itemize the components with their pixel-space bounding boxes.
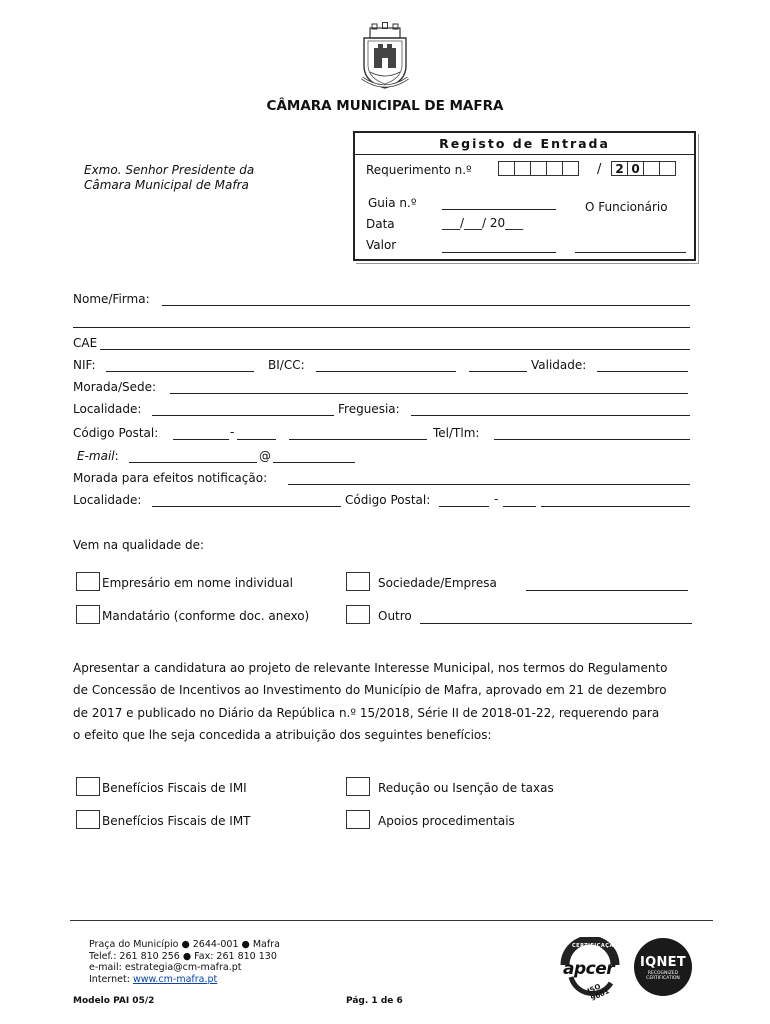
requerimento-label: Requerimento n.º	[366, 163, 472, 177]
funcionario-signature-field[interactable]	[575, 240, 686, 253]
year-cell: 0	[627, 161, 644, 176]
mandatario-label: Mandatário (conforme doc. anexo)	[102, 609, 310, 623]
outro-field[interactable]	[420, 610, 692, 624]
addressee-line2: Câmara Municipal de Mafra	[84, 178, 249, 192]
requerimento-year-cells[interactable]	[612, 161, 676, 176]
data-label: Data	[366, 217, 395, 231]
iqnet-sub1: RECOGNIZED	[647, 971, 679, 976]
footer-model: Modelo PAI 05/2	[73, 996, 155, 1006]
checkbox-imi[interactable]	[76, 777, 100, 796]
addressee-line1: Exmo. Senhor Presidente da	[84, 163, 255, 177]
codigo-postal-field-a[interactable]	[173, 426, 229, 440]
checkbox-outro[interactable]	[346, 605, 370, 624]
codigo-postal2-label: Código Postal:	[345, 493, 431, 507]
valor-field[interactable]	[442, 240, 556, 253]
morada-field[interactable]	[170, 380, 688, 394]
year-cell: 2	[611, 161, 628, 176]
requerimento-slash: /	[597, 162, 602, 177]
codigo-postal2-locality-field[interactable]	[541, 493, 690, 507]
codigo-postal-field-b[interactable]	[237, 426, 276, 440]
imt-label: Benefícios Fiscais de IMT	[102, 814, 251, 828]
footer-divider	[70, 920, 713, 921]
morada-notificacao-field[interactable]	[288, 471, 690, 485]
checkbox-imt[interactable]	[76, 810, 100, 829]
coat-of-arms-logo	[356, 22, 414, 92]
nome-field-continued[interactable]	[73, 314, 690, 328]
nome-label: Nome/Firma:	[73, 292, 150, 306]
codigo-postal2-field-a[interactable]	[439, 493, 489, 507]
sociedade-label: Sociedade/Empresa	[378, 576, 497, 590]
footer-address: Praça do Município ● 2644-001 ● Mafra	[89, 939, 280, 950]
bicc-field[interactable]	[316, 358, 456, 372]
footer-website-link[interactable]: www.cm-mafra.pt	[132, 973, 218, 985]
footer-page-number: Pág. 1 de 6	[346, 996, 403, 1006]
body-text-line3: de 2017 e publicado no Diário da República n.º 15/2018, Série II de 2018-01-22, requerendo para	[73, 706, 660, 720]
tel-label: Tel/Tlm:	[433, 426, 480, 440]
morada-notificacao-label: Morada para efeitos notificação:	[73, 471, 268, 485]
qualidade-intro: Vem na qualidade de:	[73, 538, 205, 552]
footer-internet	[89, 974, 280, 986]
bicc-label: BI/CC:	[268, 358, 305, 372]
data-field[interactable]: ___/___/ 20___	[442, 216, 524, 230]
req-cell[interactable]	[546, 161, 563, 176]
req-cell[interactable]	[514, 161, 531, 176]
freguesia-label: Freguesia:	[338, 402, 400, 416]
requerimento-number-cells[interactable]	[499, 161, 579, 176]
nome-field[interactable]	[162, 292, 690, 306]
apoios-label: Apoios procedimentais	[378, 814, 515, 828]
localidade-label: Localidade:	[73, 402, 142, 416]
body-text-line4: o efeito que lhe seja concedida a atribuição dos seguintes benefícios:	[73, 728, 492, 742]
codigo-postal-locality-field[interactable]	[289, 426, 427, 440]
body-text-line2: de Concessão de Incentivos ao Investimento do Município de Mafra, aprovado em 21 de dezembro	[73, 683, 667, 697]
freguesia-field[interactable]	[411, 402, 690, 416]
codigo-postal2-dash: -	[494, 492, 499, 506]
iqnet-certification-logo	[634, 938, 692, 996]
cae-field[interactable]	[100, 336, 690, 350]
footer-internet-label: Internet:	[89, 973, 133, 985]
checkbox-taxas[interactable]	[346, 777, 370, 796]
body-text-line1: Apresentar a candidatura ao projeto de relevante Interesse Municipal, nos termos do Regulamento	[73, 661, 668, 675]
codigo-postal-label: Código Postal:	[73, 426, 159, 440]
iqnet-sub2: CERTIFICATION	[646, 976, 680, 981]
guia-field[interactable]	[442, 197, 556, 210]
apcer-certification-logo	[557, 937, 623, 1003]
imi-label: Benefícios Fiscais de IMI	[102, 781, 247, 795]
iqnet-wordmark: IQNET	[639, 955, 687, 970]
email-colon: :	[114, 449, 119, 463]
email-label-wrap	[77, 449, 119, 463]
apcer-iso-text: ISO 9001	[586, 982, 611, 1003]
registo-title: Registo de Entrada	[355, 133, 694, 155]
req-cell[interactable]	[530, 161, 547, 176]
email-domain-field[interactable]	[273, 449, 355, 463]
taxas-label: Redução ou Isenção de taxas	[378, 781, 554, 795]
codigo-postal-dash: -	[230, 425, 235, 439]
year-cell[interactable]	[643, 161, 660, 176]
localidade2-field[interactable]	[152, 493, 341, 507]
nif-label: NIF:	[73, 358, 96, 372]
req-cell[interactable]	[498, 161, 515, 176]
outro-label: Outro	[378, 609, 412, 623]
checkbox-empresario[interactable]	[76, 572, 100, 591]
cae-label: CAE	[73, 336, 98, 350]
localidade-field[interactable]	[152, 402, 334, 416]
codigo-postal2-field-b[interactable]	[503, 493, 536, 507]
morada-label: Morada/Sede:	[73, 380, 157, 394]
tel-field[interactable]	[494, 426, 690, 440]
validade-field[interactable]	[597, 358, 688, 372]
apcer-wordmark: apcer	[563, 959, 615, 979]
localidade2-label: Localidade:	[73, 493, 142, 507]
sociedade-field[interactable]	[526, 577, 688, 591]
req-cell[interactable]	[562, 161, 579, 176]
footer-email: e-mail: estrategia@cm-mafra.pt	[89, 962, 242, 973]
footer-address-block	[89, 939, 280, 985]
validade-label: Validade:	[531, 358, 587, 372]
email-label: E-mail	[77, 449, 115, 463]
checkbox-mandatario[interactable]	[76, 605, 100, 624]
checkbox-apoios[interactable]	[346, 810, 370, 829]
year-cell[interactable]	[659, 161, 676, 176]
email-at: @	[259, 449, 271, 463]
checkbox-sociedade[interactable]	[346, 572, 370, 591]
nif-field[interactable]	[106, 358, 254, 372]
footer-phone: Telef.: 261 810 256 ● Fax: 261 810 130	[89, 950, 277, 962]
empresario-label: Empresário em nome individual	[102, 576, 293, 590]
funcionario-label: O Funcionário	[585, 200, 668, 214]
email-user-field[interactable]	[129, 449, 257, 463]
organization-title: CÂMARA MUNICIPAL DE MAFRA	[266, 98, 504, 114]
bicc-extra-field[interactable]	[469, 358, 527, 372]
guia-label: Guia n.º	[368, 196, 417, 210]
valor-label: Valor	[366, 238, 397, 252]
apcer-top-text: CERTIFICAÇÃO	[572, 943, 619, 949]
